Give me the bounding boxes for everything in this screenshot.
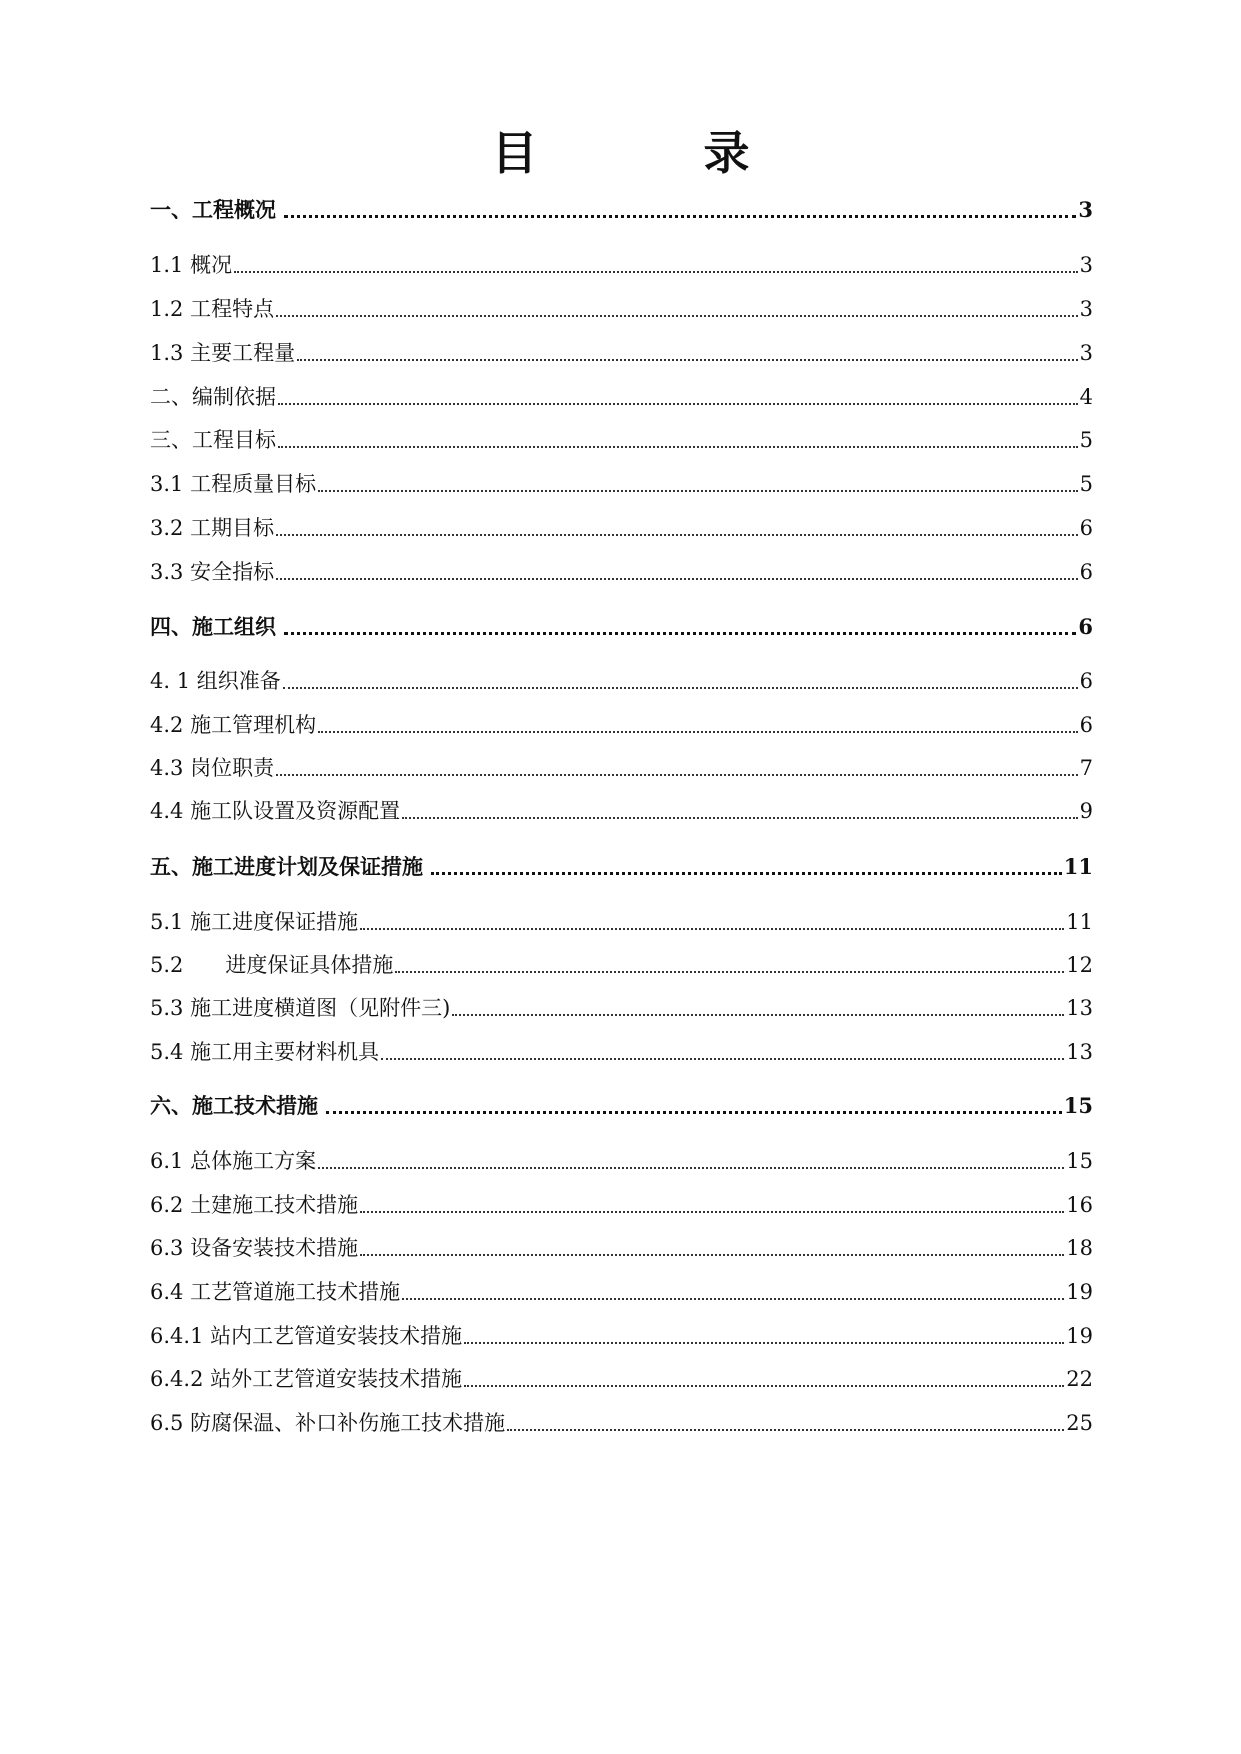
toc-entry-label: 三、工程目标 [150, 428, 276, 452]
toc-entry[interactable] [150, 612, 1093, 642]
toc-dot-leader [464, 1385, 1064, 1387]
toc-entry-page-number: 9 [1079, 799, 1093, 823]
toc-entry-label: 1.1 概况 [150, 253, 233, 277]
toc-entry[interactable] [150, 950, 1093, 980]
toc-entry-label: 6.2 土建施工技术措施 [150, 1193, 359, 1217]
toc-dot-leader [360, 1211, 1064, 1213]
toc-entry[interactable] [150, 1233, 1093, 1263]
toc-dot-leader [464, 1342, 1064, 1344]
toc-entry-page-number: 16 [1066, 1193, 1093, 1217]
toc-entry-label: 3.2 工期目标 [150, 516, 275, 540]
toc-entry-page-number: 6 [1079, 516, 1093, 540]
toc-entry-page-number: 3 [1079, 341, 1093, 365]
toc-entry-label: 6.3 设备安装技术措施 [150, 1236, 359, 1260]
toc-entry-page-number: 13 [1066, 1040, 1093, 1064]
toc-entry[interactable] [150, 557, 1093, 587]
toc-entry-label: 6.4.1 站内工艺管道安装技术措施 [150, 1324, 463, 1348]
toc-dot-leader [284, 215, 1076, 218]
toc-entry-page-number: 3 [1078, 197, 1093, 222]
toc-entry-page-number: 12 [1066, 953, 1093, 977]
toc-dot-leader [381, 1058, 1064, 1060]
toc-entry-label: 四、施工组织 [150, 614, 276, 639]
toc-entry[interactable] [150, 1364, 1093, 1394]
toc-entry-label: 4.3 岗位职责 [150, 756, 275, 780]
toc-dot-leader [395, 971, 1064, 973]
toc-entry-label: 5.4 施工用主要材料机具 [150, 1040, 380, 1064]
toc-dot-leader [452, 1014, 1064, 1016]
toc-entry-page-number: 22 [1066, 1367, 1093, 1391]
toc-entry-page-number: 7 [1079, 756, 1093, 780]
toc-entry-page-number: 11 [1063, 854, 1093, 879]
toc-entry-page-number: 3 [1079, 297, 1093, 321]
toc-dot-leader [431, 872, 1062, 875]
toc-entry[interactable] [150, 666, 1093, 696]
toc-entry-label: 6.1 总体施工方案 [150, 1149, 317, 1173]
toc-entry[interactable] [150, 382, 1093, 412]
toc-entry[interactable] [150, 1146, 1093, 1176]
toc-entry-label: 五、施工进度计划及保证措施 [150, 854, 423, 879]
toc-entry[interactable] [150, 513, 1093, 543]
toc-entry[interactable] [150, 469, 1093, 499]
toc-entry-page-number: 11 [1066, 910, 1093, 934]
toc-entry[interactable] [150, 1037, 1093, 1067]
toc-entry-label: 6.4 工艺管道施工技术措施 [150, 1280, 401, 1304]
toc-entry-label: 4.4 施工队设置及资源配置 [150, 799, 401, 823]
toc-entry[interactable] [150, 710, 1093, 740]
toc-entry-page-number: 5 [1079, 472, 1093, 496]
toc-entry-page-number: 6 [1078, 614, 1093, 639]
toc-entry-label: 一、工程概况 [150, 197, 276, 222]
toc-entry-label: 3.1 工程质量目标 [150, 472, 317, 496]
toc-entry[interactable] [150, 852, 1093, 882]
toc-entry[interactable] [150, 294, 1093, 324]
toc-dot-leader [284, 632, 1076, 635]
toc-entry[interactable] [150, 1408, 1093, 1438]
toc-entry-page-number: 15 [1066, 1149, 1093, 1173]
toc-entry-page-number: 15 [1063, 1093, 1093, 1118]
toc-entry-page-number: 6 [1079, 560, 1093, 584]
toc-dot-leader [276, 578, 1078, 580]
toc-entry[interactable] [150, 1091, 1093, 1121]
toc-entry-page-number: 5 [1079, 428, 1093, 452]
toc-entry-page-number: 6 [1079, 669, 1093, 693]
toc-entry-page-number: 4 [1079, 385, 1093, 409]
page-title: 目 录 [491, 126, 810, 180]
toc-dot-leader [326, 1111, 1062, 1114]
toc-dot-leader [276, 534, 1078, 536]
toc-entry-label: 3.3 安全指标 [150, 560, 275, 584]
toc-entry-page-number: 19 [1066, 1324, 1093, 1348]
toc-dot-leader [278, 403, 1078, 405]
toc-entry[interactable] [150, 907, 1093, 937]
toc-entry-label: 5.1 施工进度保证措施 [150, 910, 359, 934]
toc-dot-leader [402, 1298, 1064, 1300]
toc-entry[interactable] [150, 250, 1093, 280]
toc-entry-page-number: 13 [1066, 996, 1093, 1020]
toc-entry-label: 1.3 主要工程量 [150, 341, 296, 365]
toc-entry-label: 二、编制依据 [150, 385, 276, 409]
toc-entry-page-number: 19 [1066, 1280, 1093, 1304]
toc-dot-leader [318, 1167, 1064, 1169]
toc-dot-leader [318, 490, 1078, 492]
toc-entry-label: 1.2 工程特点 [150, 297, 275, 321]
toc-dot-leader [276, 315, 1078, 317]
toc-dot-leader [318, 731, 1078, 733]
toc-entry-label: 5.3 施工进度横道图（见附件三) [150, 996, 451, 1020]
toc-entry[interactable] [150, 1190, 1093, 1220]
toc-entry[interactable] [150, 1277, 1093, 1307]
toc-entry-label: 六、施工技术措施 [150, 1093, 318, 1118]
toc-entry[interactable] [150, 753, 1093, 783]
toc-dot-leader [234, 271, 1078, 273]
toc-entry[interactable] [150, 993, 1093, 1023]
toc-entry[interactable] [150, 338, 1093, 368]
toc-entry-page-number: 6 [1079, 713, 1093, 737]
toc-entry[interactable] [150, 195, 1093, 225]
toc-entry[interactable] [150, 425, 1093, 455]
toc-dot-leader [507, 1429, 1064, 1431]
toc-entry-page-number: 3 [1079, 253, 1093, 277]
toc-entry-label: 6.5 防腐保温、补口补伤施工技术措施 [150, 1411, 506, 1435]
toc-dot-leader [278, 446, 1078, 448]
toc-dot-leader [297, 359, 1078, 361]
toc-entry-label: 4. 1 组织准备 [150, 669, 281, 693]
toc-dot-leader [360, 928, 1064, 930]
toc-dot-leader [283, 687, 1078, 689]
toc-entry-label: 6.4.2 站外工艺管道安装技术措施 [150, 1367, 463, 1391]
toc-dot-leader [402, 817, 1078, 819]
toc-entry[interactable] [150, 796, 1093, 826]
toc-entry[interactable] [150, 1321, 1093, 1351]
toc-dot-leader [360, 1254, 1064, 1256]
toc-entry-page-number: 25 [1066, 1411, 1093, 1435]
toc-entry-label: 4.2 施工管理机构 [150, 713, 317, 737]
toc-dot-leader [276, 774, 1078, 776]
toc-entry-page-number: 18 [1066, 1236, 1093, 1260]
toc-entry-label: 5.2 进度保证具体措施 [150, 953, 394, 977]
